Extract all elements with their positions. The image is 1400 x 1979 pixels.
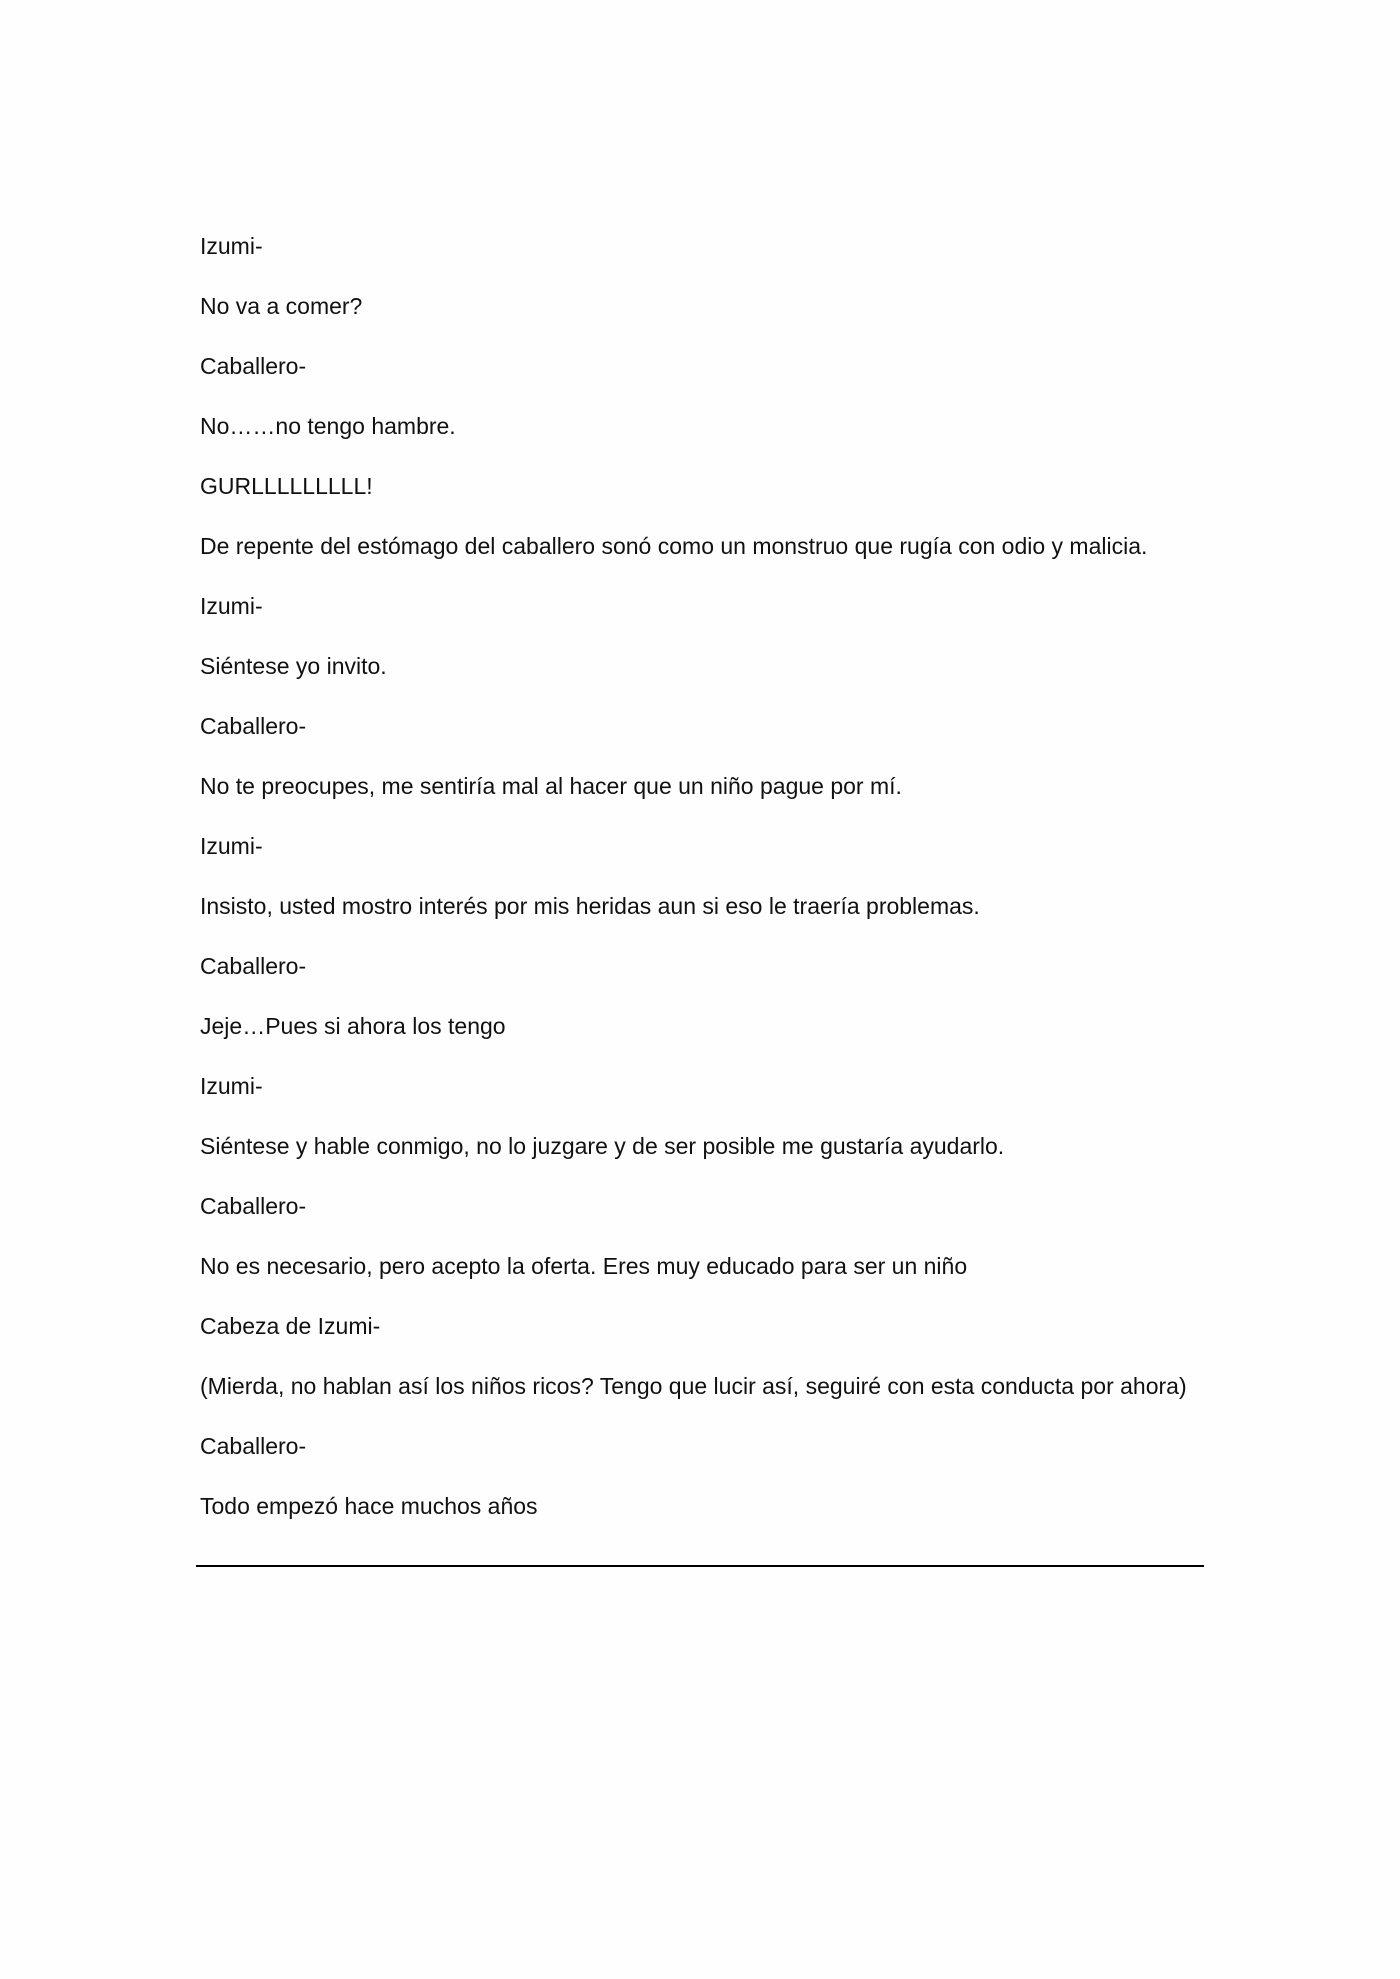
thought-line: (Mierda, no hablan así los niños ricos? Tengo que lucir así, seguiré con esta conducta por ahora) — [200, 1373, 1187, 1399]
speaker-label: Cabeza de Izumi- — [200, 1313, 381, 1339]
dialogue-line: Todo empezó hace muchos años — [200, 1493, 538, 1519]
sound-effect: GURLLLLLLLLL! — [200, 473, 373, 499]
speaker-label: Caballero- — [200, 1433, 307, 1459]
dialogue-line: No es necesario, pero acepto la oferta. Eres muy educado para ser un niño — [200, 1253, 968, 1279]
dialogue-line: No te preocupes, me sentiría mal al hacer que un niño pague por mí. — [200, 773, 902, 799]
speaker-label: Izumi- — [200, 593, 263, 619]
speaker-label: Izumi- — [200, 233, 263, 259]
dialogue-line: Insisto, usted mostro interés por mis heridas aun si eso le traería problemas. — [200, 893, 980, 919]
speaker-label: Caballero- — [200, 1193, 307, 1219]
speaker-label: Caballero- — [200, 353, 307, 379]
narration-line: De repente del estómago del caballero sonó como un monstruo que rugía con odio y malicia. — [200, 533, 1148, 559]
document-body — [200, 228, 1200, 1548]
dialogue-line: No……no tengo hambre. — [200, 413, 456, 439]
speaker-label: Izumi- — [200, 833, 263, 859]
speaker-label: Caballero- — [200, 713, 307, 739]
horizontal-rule — [196, 1565, 1204, 1567]
dialogue-line: No va a comer? — [200, 293, 363, 319]
dialogue-line: Siéntese yo invito. — [200, 653, 387, 679]
dialogue-line: Siéntese y hable conmigo, no lo juzgare y de ser posible me gustaría ayudarlo. — [200, 1133, 1005, 1159]
speaker-label: Izumi- — [200, 1073, 263, 1099]
speaker-label: Caballero- — [200, 953, 307, 979]
dialogue-line: Jeje…Pues si ahora los tengo — [200, 1013, 506, 1039]
